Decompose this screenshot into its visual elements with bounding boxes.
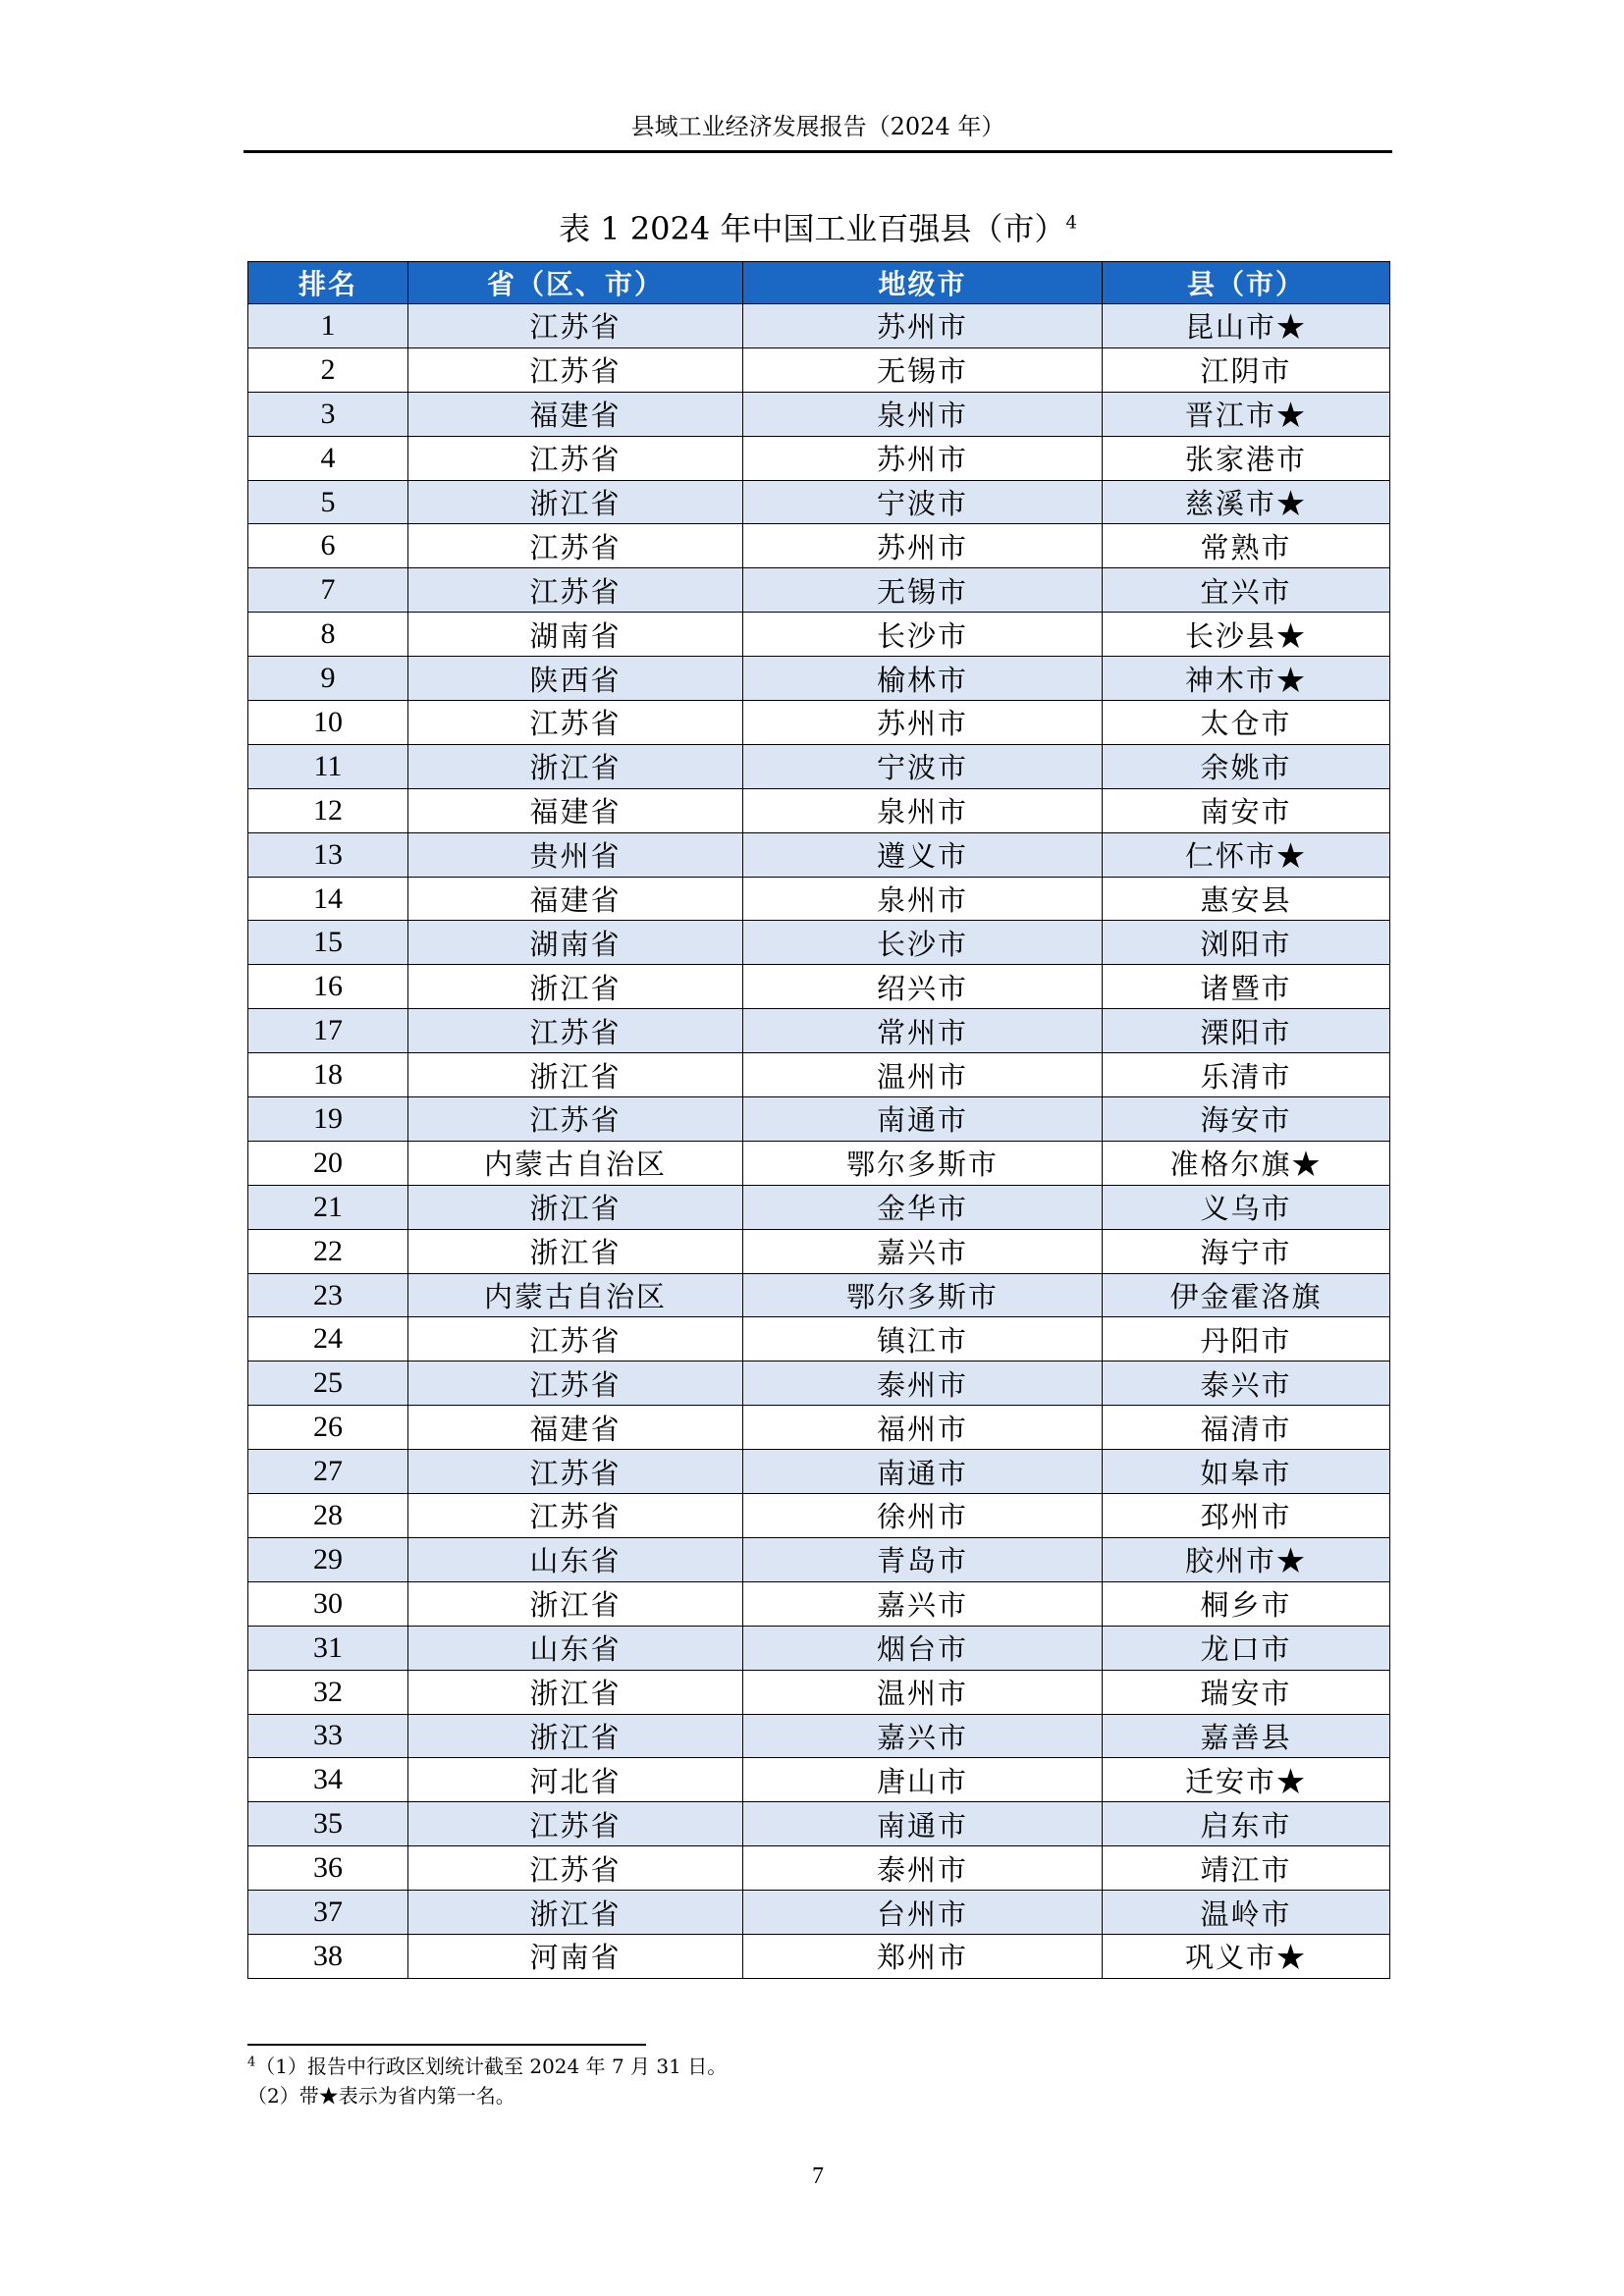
county-cell: 余姚市 xyxy=(1103,744,1390,788)
table-row xyxy=(248,877,1390,921)
province-cell: 山东省 xyxy=(408,1537,743,1581)
rank-cell: 23 xyxy=(248,1273,408,1317)
province-cell: 浙江省 xyxy=(408,744,743,788)
footnote-reference: 4 xyxy=(1065,212,1077,234)
table-row xyxy=(248,1317,1390,1362)
table-row xyxy=(248,1714,1390,1758)
rank-cell: 3 xyxy=(248,392,408,436)
province-cell: 湖南省 xyxy=(408,613,743,657)
table-row xyxy=(248,1009,1390,1053)
rank-cell: 18 xyxy=(248,1053,408,1097)
table-caption-text: 表 1 2024 年中国工业百强县（市） xyxy=(559,210,1066,247)
rank-cell: 25 xyxy=(248,1362,408,1406)
county-cell: 昆山市★ xyxy=(1103,304,1390,348)
rank-cell: 4 xyxy=(248,436,408,480)
county-cell: 海安市 xyxy=(1103,1097,1390,1142)
county-cell: 泰兴市 xyxy=(1103,1362,1390,1406)
rank-cell: 13 xyxy=(248,832,408,877)
rank-cell: 7 xyxy=(248,568,408,613)
rank-cell: 37 xyxy=(248,1891,408,1935)
rank-cell: 8 xyxy=(248,613,408,657)
county-cell: 张家港市 xyxy=(1103,436,1390,480)
table-row xyxy=(248,1581,1390,1626)
footnote-1 xyxy=(247,2052,1131,2081)
prefecture-city-cell: 南通市 xyxy=(743,1097,1103,1142)
prefecture-city-cell: 温州市 xyxy=(743,1053,1103,1097)
county-cell: 邳州市 xyxy=(1103,1494,1390,1538)
prefecture-city-cell: 鄂尔多斯市 xyxy=(743,1273,1103,1317)
prefecture-city-cell: 无锡市 xyxy=(743,347,1103,392)
prefecture-city-cell: 遵义市 xyxy=(743,832,1103,877)
county-cell: 慈溪市★ xyxy=(1103,480,1390,524)
rank-cell: 14 xyxy=(248,877,408,921)
province-cell: 河南省 xyxy=(408,1934,743,1978)
prefecture-city-cell: 泰州市 xyxy=(743,1846,1103,1891)
table-row xyxy=(248,524,1390,568)
rank-cell: 9 xyxy=(248,657,408,701)
rank-cell: 22 xyxy=(248,1229,408,1273)
county-cell: 桐乡市 xyxy=(1103,1581,1390,1626)
province-cell: 浙江省 xyxy=(408,1185,743,1229)
table-row xyxy=(248,965,1390,1009)
prefecture-city-cell: 南通市 xyxy=(743,1450,1103,1494)
table-row xyxy=(248,392,1390,436)
province-cell: 浙江省 xyxy=(408,1229,743,1273)
prefecture-city-cell: 苏州市 xyxy=(743,524,1103,568)
county-cell: 龙口市 xyxy=(1103,1626,1390,1670)
rank-cell: 1 xyxy=(248,304,408,348)
prefecture-city-cell: 福州市 xyxy=(743,1406,1103,1450)
table-row xyxy=(248,1670,1390,1714)
table-row xyxy=(248,1362,1390,1406)
province-cell: 江苏省 xyxy=(408,436,743,480)
prefecture-city-cell: 榆林市 xyxy=(743,657,1103,701)
running-header: 县域工业经济发展报告（2024 年） xyxy=(630,113,1005,140)
rank-cell: 35 xyxy=(248,1802,408,1846)
county-cell: 神木市★ xyxy=(1103,657,1390,701)
county-cell: 南安市 xyxy=(1103,788,1390,832)
county-cell: 晋江市★ xyxy=(1103,392,1390,436)
county-cell: 迁安市★ xyxy=(1103,1758,1390,1802)
rank-cell: 28 xyxy=(248,1494,408,1538)
rank-cell: 32 xyxy=(248,1670,408,1714)
province-cell: 内蒙古自治区 xyxy=(408,1141,743,1185)
prefecture-city-cell: 苏州市 xyxy=(743,304,1103,348)
province-cell: 山东省 xyxy=(408,1626,743,1670)
province-cell: 江苏省 xyxy=(408,1450,743,1494)
table-row xyxy=(248,1097,1390,1142)
table-row xyxy=(248,1185,1390,1229)
rank-cell: 38 xyxy=(248,1934,408,1978)
table-row xyxy=(248,1141,1390,1185)
rank-cell: 12 xyxy=(248,788,408,832)
county-cell: 巩义市★ xyxy=(1103,1934,1390,1978)
table-row xyxy=(248,1934,1390,1978)
province-cell: 福建省 xyxy=(408,877,743,921)
header-rule xyxy=(244,150,1392,153)
province-cell: 浙江省 xyxy=(408,1670,743,1714)
prefecture-city-cell: 泰州市 xyxy=(743,1362,1103,1406)
rank-cell: 10 xyxy=(248,701,408,745)
table-row xyxy=(248,744,1390,788)
prefecture-city-cell: 镇江市 xyxy=(743,1317,1103,1362)
county-cell: 常熟市 xyxy=(1103,524,1390,568)
province-cell: 江苏省 xyxy=(408,1846,743,1891)
province-cell: 江苏省 xyxy=(408,1097,743,1142)
prefecture-city-cell: 嘉兴市 xyxy=(743,1581,1103,1626)
prefecture-city-cell: 嘉兴市 xyxy=(743,1229,1103,1273)
province-cell: 江苏省 xyxy=(408,1009,743,1053)
prefecture-city-cell: 鄂尔多斯市 xyxy=(743,1141,1103,1185)
county-cell: 温岭市 xyxy=(1103,1891,1390,1935)
rank-cell: 21 xyxy=(248,1185,408,1229)
county-cell: 溧阳市 xyxy=(1103,1009,1390,1053)
province-cell: 浙江省 xyxy=(408,1891,743,1935)
table-row xyxy=(248,921,1390,965)
province-cell: 福建省 xyxy=(408,392,743,436)
county-cell: 海宁市 xyxy=(1103,1229,1390,1273)
prefecture-city-cell: 青岛市 xyxy=(743,1537,1103,1581)
table-row xyxy=(248,701,1390,745)
table-row xyxy=(248,1273,1390,1317)
province-cell: 福建省 xyxy=(408,1406,743,1450)
footnote-text-1: （1）报告中行政区划统计截至 2024 年 7 月 31 日。 xyxy=(255,2055,728,2078)
table-row xyxy=(248,1846,1390,1891)
column-header-prefecture-city: 地级市 xyxy=(743,262,1103,304)
county-cell: 瑞安市 xyxy=(1103,1670,1390,1714)
table-row xyxy=(248,436,1390,480)
table-row xyxy=(248,1626,1390,1670)
table-row xyxy=(248,1537,1390,1581)
county-cell: 江阴市 xyxy=(1103,347,1390,392)
rank-cell: 24 xyxy=(248,1317,408,1362)
rank-cell: 5 xyxy=(248,480,408,524)
prefecture-city-cell: 苏州市 xyxy=(743,436,1103,480)
province-cell: 浙江省 xyxy=(408,1714,743,1758)
prefecture-city-cell: 泉州市 xyxy=(743,877,1103,921)
province-cell: 江苏省 xyxy=(408,347,743,392)
footnote-marker: 4 xyxy=(247,2055,256,2070)
province-cell: 江苏省 xyxy=(408,701,743,745)
province-cell: 江苏省 xyxy=(408,1494,743,1538)
column-header-province: 省（区、市） xyxy=(408,262,743,304)
table-row xyxy=(248,1450,1390,1494)
table-body xyxy=(248,304,1390,1979)
table-row xyxy=(248,788,1390,832)
column-header-rank: 排名 xyxy=(248,262,408,304)
footnote-rule xyxy=(247,2044,646,2046)
province-cell: 浙江省 xyxy=(408,1581,743,1626)
province-cell: 贵州省 xyxy=(408,832,743,877)
province-cell: 浙江省 xyxy=(408,965,743,1009)
county-cell: 太仓市 xyxy=(1103,701,1390,745)
county-cell: 长沙县★ xyxy=(1103,613,1390,657)
footnote-2 xyxy=(247,2081,1131,2110)
table-row xyxy=(248,304,1390,348)
table-row xyxy=(248,1494,1390,1538)
county-cell: 福清市 xyxy=(1103,1406,1390,1450)
prefecture-city-cell: 嘉兴市 xyxy=(743,1714,1103,1758)
prefecture-city-cell: 徐州市 xyxy=(743,1494,1103,1538)
prefecture-city-cell: 常州市 xyxy=(743,1009,1103,1053)
prefecture-city-cell: 绍兴市 xyxy=(743,965,1103,1009)
county-cell: 伊金霍洛旗 xyxy=(1103,1273,1390,1317)
table-row xyxy=(248,1406,1390,1450)
province-cell: 江苏省 xyxy=(408,304,743,348)
prefecture-city-cell: 温州市 xyxy=(743,1670,1103,1714)
rank-cell: 34 xyxy=(248,1758,408,1802)
province-cell: 江苏省 xyxy=(408,568,743,613)
prefecture-city-cell: 南通市 xyxy=(743,1802,1103,1846)
table-row xyxy=(248,1758,1390,1802)
rank-cell: 15 xyxy=(248,921,408,965)
county-cell: 诸暨市 xyxy=(1103,965,1390,1009)
county-cell: 惠安县 xyxy=(1103,877,1390,921)
prefecture-city-cell: 郑州市 xyxy=(743,1934,1103,1978)
prefecture-city-cell: 台州市 xyxy=(743,1891,1103,1935)
province-cell: 河北省 xyxy=(408,1758,743,1802)
prefecture-city-cell: 长沙市 xyxy=(743,613,1103,657)
province-cell: 江苏省 xyxy=(408,1362,743,1406)
county-cell: 丹阳市 xyxy=(1103,1317,1390,1362)
province-cell: 江苏省 xyxy=(408,1802,743,1846)
footnote-text-2: （2）带★表示为省内第一名。 xyxy=(247,2084,515,2108)
province-cell: 湖南省 xyxy=(408,921,743,965)
prefecture-city-cell: 苏州市 xyxy=(743,701,1103,745)
table-row xyxy=(248,1229,1390,1273)
rank-cell: 20 xyxy=(248,1141,408,1185)
county-cell: 义乌市 xyxy=(1103,1185,1390,1229)
county-cell: 乐清市 xyxy=(1103,1053,1390,1097)
table-row xyxy=(248,568,1390,613)
rank-cell: 27 xyxy=(248,1450,408,1494)
rank-cell: 6 xyxy=(248,524,408,568)
province-cell: 浙江省 xyxy=(408,480,743,524)
province-cell: 江苏省 xyxy=(408,524,743,568)
page-number: 7 xyxy=(812,2163,824,2189)
table-row xyxy=(248,657,1390,701)
rank-cell: 26 xyxy=(248,1406,408,1450)
county-cell: 宜兴市 xyxy=(1103,568,1390,613)
prefecture-city-cell: 金华市 xyxy=(743,1185,1103,1229)
province-cell: 江苏省 xyxy=(408,1317,743,1362)
column-header-county: 县（市） xyxy=(1103,262,1390,304)
rank-cell: 31 xyxy=(248,1626,408,1670)
prefecture-city-cell: 泉州市 xyxy=(743,788,1103,832)
table-row xyxy=(248,1891,1390,1935)
table-header-row xyxy=(248,262,1390,304)
rank-cell: 19 xyxy=(248,1097,408,1142)
county-cell: 启东市 xyxy=(1103,1802,1390,1846)
rank-cell: 29 xyxy=(248,1537,408,1581)
rank-cell: 30 xyxy=(248,1581,408,1626)
table-caption xyxy=(244,206,1392,251)
rank-cell: 17 xyxy=(248,1009,408,1053)
county-cell: 胶州市★ xyxy=(1103,1537,1390,1581)
rank-cell: 2 xyxy=(248,347,408,392)
province-cell: 内蒙古自治区 xyxy=(408,1273,743,1317)
table-row xyxy=(248,347,1390,392)
rank-cell: 16 xyxy=(248,965,408,1009)
county-cell: 嘉善县 xyxy=(1103,1714,1390,1758)
prefecture-city-cell: 烟台市 xyxy=(743,1626,1103,1670)
ranking-table xyxy=(247,261,1390,1979)
prefecture-city-cell: 宁波市 xyxy=(743,480,1103,524)
county-cell: 浏阳市 xyxy=(1103,921,1390,965)
province-cell: 浙江省 xyxy=(408,1053,743,1097)
rank-cell: 36 xyxy=(248,1846,408,1891)
county-cell: 准格尔旗★ xyxy=(1103,1141,1390,1185)
county-cell: 靖江市 xyxy=(1103,1846,1390,1891)
table-row xyxy=(248,1802,1390,1846)
prefecture-city-cell: 长沙市 xyxy=(743,921,1103,965)
prefecture-city-cell: 宁波市 xyxy=(743,744,1103,788)
province-cell: 福建省 xyxy=(408,788,743,832)
table-row xyxy=(248,480,1390,524)
county-cell: 如皋市 xyxy=(1103,1450,1390,1494)
prefecture-city-cell: 泉州市 xyxy=(743,392,1103,436)
province-cell: 陕西省 xyxy=(408,657,743,701)
table-row xyxy=(248,613,1390,657)
prefecture-city-cell: 唐山市 xyxy=(743,1758,1103,1802)
prefecture-city-cell: 无锡市 xyxy=(743,568,1103,613)
rank-cell: 11 xyxy=(248,744,408,788)
county-cell: 仁怀市★ xyxy=(1103,832,1390,877)
table-row xyxy=(248,832,1390,877)
rank-cell: 33 xyxy=(248,1714,408,1758)
table-row xyxy=(248,1053,1390,1097)
